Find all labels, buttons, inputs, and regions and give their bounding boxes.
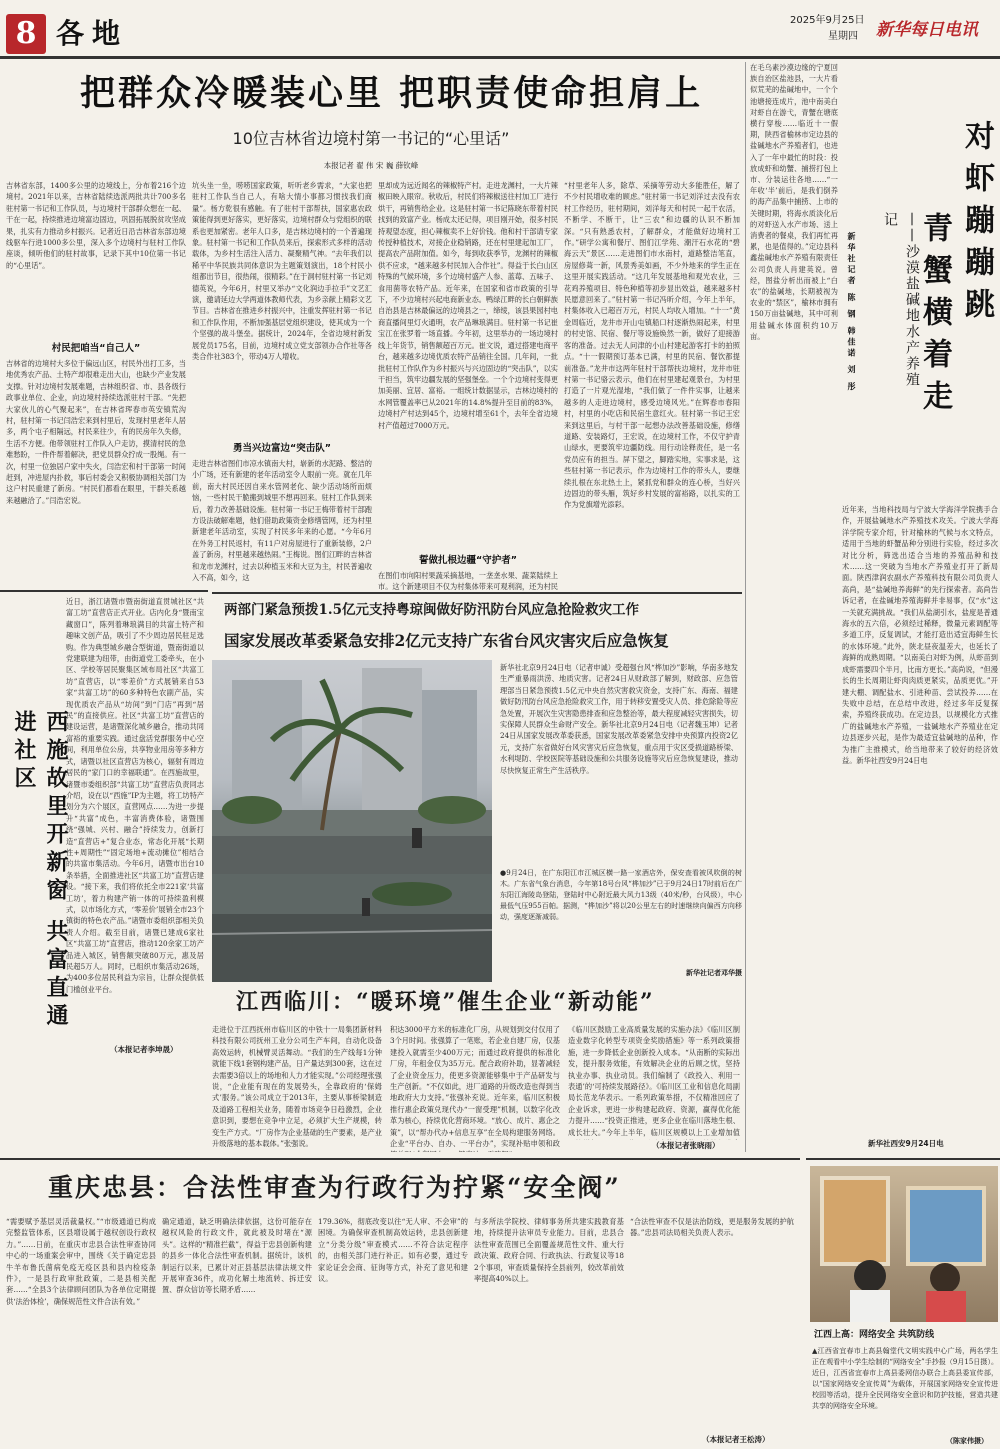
body-text: 新华社北京9月24日电（记者申诚）受超强台风“桦加沙”影响，华南多地发生严重暴雨洪涝、地质灾害。记者24日从财政部了解到，财政部、应急管理部当日紧急预拨1.5亿元中央自然灾害救灾资金，支持广东、海南、福建做好防汛防台风应急抢险救灾工作，用于转移安置受灾人员、排危除险等应急处置，开展次生灾害隐患排查和应急整治等，最大程度减轻灾害损失，切实保障人民群众生命财产安全。新华社北京9月24日电（记者魏玉坤）记者24日从国家发展改革委获悉，国家发展改革委紧急安排中央预算内投资2亿元，支持广东省做好台风灾害灾后应急恢复，重点用于灾区受损道路桥梁、水利堤防、学校医院等基础设施和公共服务设施等灾后应急恢复建设，推动尽快恢复正常生产生活秩序。 <box>500 663 738 775</box>
article-jilin-byline: 本报记者 翟 伟 宋 巍 薛钦峰 <box>323 161 419 170</box>
article-shrimp-byline: 新华社记者 陈 钢 韩佳诺 刘 彤 <box>847 232 856 393</box>
article-typhoon <box>212 592 742 874</box>
body-text: 走进吉林省图们市凉水镇南大村，崭新的水泥路、整洁的小广场，还有新建的老年活动室令人眼前一亮。就在几年前，南大村民还因自来水管网老化、缺少活动场所而烦恼，一些村民干脆搬到城里不想再回来。驻村工作队到来后，着力改善基础设施。驻村第一书记王梅带着村干部跑方设法破解难题，他们借助政策资金修缮管网，还为村里新建老年活动室，实现了村民多年来的心愿。“今年6月在外务工村民返村，有11户对房屋进行了重新装修，2户盖了新房，村里越来越热闹。”王梅说。图们江畔的吉林省和龙市龙渊村，过去以种植玉米和大豆为主，村民普遍收入不高，如今，这 <box>192 459 372 583</box>
article-jilin-col2 <box>192 180 372 588</box>
body-text: 里却成为远近闻名的辣椒特产村。走进龙渊村，一大片辣椒田映入眼帘。秋收后，村民们将辣椒送往村加工厂进行烘干，再销售给企业。这是驻村第一书记陈晓东带着村民找到的致富产业。杨成太还记得，项目刚开始，很多村民持观望态度，担心辣椒卖不上好价钱。他和村干部请专家传授种植技术，对接企业稳销路，还在村里建起加工厂，提高农产品附加值。如今，每到收获季节，龙渊村的辣椒供不应求，“越来越多村民加入合作社”。得益于长白山区特殊的气候环境，多个边境村盛产人参、蓝莓、五味子、食用菌等农特产品。近年来，在国家和省市政策的引导下，不少边境村兴起电商新业态。鸭绿江畔的长白朝鲜族自治县是吉林最偏远的边境县之一，缔绫，该县果园村电商直播间里灯火通明，农产品琳琅满目。驻村第一书记崔宝江在张罗着一场直播。今年初，这里举办的一场边境村线上年货节，销售额超百万元。崔文说，通过搭建电商平台，越来越多边境优质农特产品销往全国。几年间，一批批驻村工作队作为乡村振兴与兴边固边的“突击队”，以实干担当，筑牢边疆发展的坚强堡垒。一个个边境村变得更加美丽、宜居、富裕。一组统计数据显示，吉林边境村的水网管覆盖率已从2021年的14.8%提升至目前的83%，边境村产村达到45个，边境村增至61个，去年全省边境村产值超过7000万元。 <box>378 181 558 430</box>
body-text: 坑头坐一坐，唠唠国家政策，听听老乡需求，“大家也把驻村工作队当自己人，有啥大情小事都习惯找我们商量”。杨方乾很有感触。有了驻村干部帮扶，国家惠农政策能得到更好落实，更好落实，边境村群众与党组织的联系也更加紧密。老年人口多，是吉林边境村的一个普遍现象。驻村第一书记和工作队员来后，探索形式多样的活动载体，为乡村生活注入活力、凝聚精气神。“去年我们以稀平中华民族共同体意识为主题策划演出，18个村民小组都出节目，很热闹，很精彩。”在于洞村驻村第一书记刘德英说，今年6月，村里又举办“文化润边手拉手”文艺汇演，邀请延边大学两道体教师代表，为乡亲献上精彩文艺节目。吉林省在推进乡村振兴中，注重发挥驻村第一书记和工作队作用，不断加强基层党组织建设，使其成为一个个坚强的战斗堡垒。据统计，2024年，全省边境村新发展党员175名，目前，边境村成立党支部领办合作社等各类合作社383个，带动4万人增收。 <box>192 181 372 362</box>
article-jilin-col4 <box>564 180 740 588</box>
issue-date: 2025年9月25日 <box>790 15 865 26</box>
article-linchuan <box>212 986 742 1154</box>
article-typhoon-title-line2: 国家发展改革委紧急安排2亿元支持广东省台风灾害灾后应急恢复 <box>224 631 669 650</box>
article-zhongxian <box>0 1158 800 1449</box>
typhoon-photo-lower <box>212 874 492 982</box>
body-text: 确定通道，缺乏明确法律依据，这份可能存在越权风险的行政文件，就此被及时堵在“源头”。这样的“精准拦截”，得益于忠县创新构建的县乡一体化合法性审查机制。据统计，该机制运行以来，已累计对正县基层法律法规文件开展审查36件，成功化解土地流转、拆迁安置、群众信访等长期矛盾…… <box>162 1217 312 1295</box>
paper-name: 新华每日电讯 <box>876 20 978 40</box>
article-jilin-title: 把群众冷暖装心里 把职责使命担肩上 <box>80 73 704 114</box>
page-number-badge <box>6 14 46 54</box>
body-text: 吉林省的边境村大多位于偏远山区，村民外出打工多，当地优秀农产品、土特产却很难走出大山，也缺少产业发展支撑。针对边境村发展难题，吉林组织省、市、县各级行政事业单位、企业，向边境村持续选派驻村干部。“先把大家伙儿的心气聚起来”，在吉林省珲春市英安镇荒沟村，驻村第一书记闫浩宏来到村里后，发现村里老年人居多，两个屯子相隔远，村民来往少，有的民房年久失修，生活不方便。他带领驻村工作队入户走访，摸清村民的急难愁盼，一件件帮着解决，把党员群众拧成一股绳。有一次，村里一位独居户家中失火，闫浩宏和村干部第一时间赶到，冲进屋内扑救，事后村委会又积极协调相关部门为这户村民重建了新房。“村民们都看在眼里，干群关系越来越融洽了。”闫浩宏说。 <box>6 359 186 505</box>
issue-weekday: 星期四 <box>828 31 858 42</box>
body-text: “合法性审查不仅是法治防线，更是服务发展的护航器。”忠县司法局相关负责人表示。 <box>630 1217 794 1238</box>
typhoon-photo-scene <box>212 660 492 876</box>
section-name: 各地 <box>56 17 129 50</box>
body-text: 在毛乌素沙漠边缘的宁夏回族自治区盐池县，一大片看似荒芜的盐碱地中，一个个池塘接连成片，池中南美白对虾自在游弋，青蟹在塘底横行穿梭……临近十一假期，陕西省榆林市定边县的盐碱地水产养殖者们，也进入了一年中最忙的时段：投放成虾和幼蟹、捕捞打包上市、分装运往各地……“一年收‘半’前后，是我们倒养的海产品集中捕捞、上市的关键时期，将海水质淡化后的对虾送入水产市场、送上消费者的餐桌，我们再忙再累，也是值得的。”定边县科鑫盐碱地水产养殖有限责任公司负责人肖建英说。曾经，图盐分析出而被上“白农”的盐碱地，长期被视为农业的“禁区”，榆林市拥有150万亩盐碱地，其中可利用盐碱水体面积约10万亩。 <box>750 63 838 341</box>
body-text: 吉林省东部，1400多公里的边境线上，分布着216个边境村。2021年以来，吉林省陆续选派两批共计700多名驻村第一书记和工作队员，与边境村干部群众想在一起、干在一起，持续推进边境富边固边，巩固拓展脱贫攻坚成果，扎实有力推动乡村振兴。记者近日沿吉林省东部边境线驱车行进1000多公里，深入多个边境村与驻村工作队座谈，倾听他们的驻村故事，记录下其中10位第一书记的“心里话”。 <box>6 181 186 270</box>
article-zhuji <box>0 590 208 1062</box>
article-typhoon-title-line1: 两部门紧急预拨1.5亿元支持粤琼闽做好防汛防台风应急抢险救灾工作 <box>224 602 639 618</box>
typhoon-photo-street <box>212 874 492 982</box>
photo-credit: （陈家伟摄） <box>946 1437 988 1445</box>
shanggao-photo <box>810 1166 998 1322</box>
page-header <box>0 0 1000 60</box>
body-text: 在图们市向阳村果蔬采摘基地，一垄垄水果、蔬菜陆续上市。这个新建项目不仅为村集体带来可观利润，还为村民 <box>378 571 558 592</box>
body-text: 走进位于江西抚州市临川区的中铁十一局集团新材料科技有限公司抚州工业分公司生产车间，自动化设备高效运转，机械臂灵活舞动。“我们的生产线每1分钟就能下线1套钢构建产品，日产量达到300套，这在过去需要3倍以上的场地和人力才能实现。”公司经理张强说，“企业能有现在的发展势头，全靠政府的‘保姆式’服务。”该公司成立于2013年，主要从事桥梁制造及道路工程相关业务，随着市场竞争日趋激烈，企业意识到，要想在竞争中立足，必须扩大生产规模，转变生产方式。“厂房作为企业基础的生产要素，是产业升级落地的基本载体。”张强说。 <box>212 1025 382 1149</box>
body-text: 《临川区鼓励工业高质量发展的实施办法》《临川区制造业数字化转型专项资金奖励措施》等一系列政策措施，进一步降低企业创新投入成本。“从南断的实际出发，提升服务效能，有效解决企业的后顾之忧，坚持执业办事、执业动员。我们编制了《政投入、利用一表通’的‘可持续发展路径》。《临川区工业和信息化局副局长范龙华表示。一系列政策举措，不仅精准回应了企业诉求，更进一步构建起政府、资源，赢得优化能力提升……“投资正推进，更多企业在临川落地生根、成长壮大。”今年上半年，临川区规模以上工业增加值 <box>568 1025 740 1137</box>
photo-credit: 新华社记者邓华摄 <box>686 969 742 977</box>
article-shrimp-dateline: 新华社西安9月24日电 <box>868 1139 944 1148</box>
section-heading: 勇当兴边富边“突击队” <box>233 443 331 454</box>
article-jilin-subtitle: 10位吉林省边境村第一书记的“心里话” <box>232 129 510 148</box>
article-shrimp-subtitle: ——沙漠盐碱地水产养殖记 <box>882 212 920 388</box>
body-text: 积达3000平方米的标准化厂房，从规划到交付仅用了3个月时间。张强算了一笔账，若企业自建厂房，仅基建投入就需至少400万元；而通过政府提供的标准化厂房，年租金仅为35万元。配合政府补助，显著减轻了企业资金压力，使更多资源能够集中于产品研发与生产创新。“不仅如此，进厂道路的升级改造也得到当地政府大力支持。”张强补充说。近年来，临川区积极推行惠企政策兑现代办“一窗受理”机制，以数字化改革为核心，持续优化营商环境。“放心、成片、惠企之策”，以“帮办代办+信息互享”在全局构建服务网络。企业“平台办、自办、一平台办”，实现补贴申领和政 <box>390 1025 560 1149</box>
body-text: “需要赋予基层灵活裁量权。”“市级通道已构成完整监管体系，区县增设属于越权创设行政权力。”……日前，在重庆市忠县合法性审查协同中心的一场重案会审中，围绕《关于确定忠县牛羊布鲁氏菌病免疫无疫区县和县内检疫条件》，一是县行政审批政策，二是县相关配套……“全县3个法律顾问团队为各单位定期提供‘法治体检’，确保规范性文件合法有效。” <box>6 1217 156 1306</box>
page-number: 8 <box>15 16 37 51</box>
shanggao-photo-scene <box>810 1166 998 1322</box>
article-shrimp <box>745 62 1000 1152</box>
shanggao-caption-title: 江西上高：网络安全 共筑防线 <box>814 1330 935 1340</box>
section-heading: 誓做扎根边疆“守护者” <box>419 555 517 566</box>
body-text: 与多所法学院校、律师事务所共建实践教育基地，持续提升法审员专业能力。目前，忠县合法性审查范围已全面覆盖规范性文件、重大行政决策、政府合同、行政执法、行政复议等182个事项，审查质量保持全县前列，较改革前效率提高40%以上。 <box>474 1217 624 1284</box>
body-text: 近日，浙江诸暨市暨南街道直贯城社区“共富工坊”直营店正式开业。店内化身“暨南宝藏窗口”，陈列着琳琅满目的共富土特产和趣味文创产品，吸引了不少周边居民驻足选购。作为典型城乡融合型街道，暨南街道以党建联建为纽带，由街道党工委牵头，在小区、学校等居民聚集区域布局社区“共富工坊”直营店，以“零差价”方式展销来自53家“共富工坊”的60多种特色农副产品，实现优质农产品从“坊间”到“门店”再到“居民”的直接供应。社区“共富工坊”直营店的建设运营，是诸暨深化城乡融合，推动共同富裕的重要实践。通过盘活党群服务中心空间，利用单位公房，共享物业用房等多种方式，诸暨以社区直营店为核心，辐射有周边居民的“家门口的幸福联通”。在西施故里，诸暨市委组织部“共富工坊”直营店负责同志介绍，设在以“西施”IP为主题，将工坊特产划分为六个展区，直营网点……为进一步提升“共富”成色，丰富消费体验，诸暨围绕“强城、兴村、融合”持续发力，创新打造“直营店+”复合业态，常态化开展“长期性+周期性”“固定场地+流动摊位”相结合的共富市集活动。今年6月，诸暨市出台10条举措，全面推进社区“共富工坊”直营店建设。“接下来，我们将依托全市221家‘共富工坊’，着力构建产销一体的可持续盈利模式，以市场化方式，‘零差价’展销全市23个镇街的特色农产品。”诸暨市委组织部相关负责人介绍。截至目前，诸暨已建成6家社区“共富工坊”直营店，推动120余家工坊产品进入城区，销售额突破80万元，惠及居民超5万人。同时，已组织市集活动26场，为400多位居民利益为宗旨，让群众提供低门槛创业平台。 <box>66 597 204 994</box>
typhoon-photo <box>212 660 492 876</box>
photo-caption: ▲江西省宜春市上高县翰堂代文明实践中心广场，两名学生正在观看中小学生绘制的“网络安全”手抄报（9月15日摄）。近日，江西省宜春市上高县委网信办联合上高县委宣传部，以“国家网络安全宣传周”为载体，开展国家网络安全宣传进校园等活动，提升全民网络安全意识和防护技能，营造共建共享的网络安全环境。 <box>812 1347 998 1410</box>
body-text: 近年来，当地科技局与宁波大学海洋学院携手合作，开展盐碱地水产养殖技术攻关。宁波大学海洋学院专家介绍，针对榆林的气候与水文特点，适用于当地的虾蟹品种分别进行实验，经过多次对比分析，筛选出适合当地的养殖品种和技术……这一突破为当地水产养殖业打开了新局面。陕西津润农副水产养殖科技有限公司负责人高尚，是“盐碱地养海鲜”的先行探索者。高尚告诉记者，在盐碱地养殖海鲜并非易事，仅“水”这一关就充满挑战。“我们从盐湖引水，盐度是普通海水的五六倍，必须经过稀释，微量元素调配等多道工序，反复调试，才能打造出适宜海鲜生长的水体环境。”此外，陕北昼夜温差大，也延长了海鲜的成熟周期。“以南美白对虾为例，从虾苗到成虾需要四个半月，比南方更长。”高尚说，“但漫长的生长周期让虾肉肉质更紧实，品质更优。”开建大棚、调配盐水、引进种苗、尝试投养……在失败中总结，在总结中改进，经过多年反复探索，养殖终获成功。在定边县，以规模化方式推广的盐碱地水产养殖，一盐碱地水产养殖业在定边县逐步兴起，是作为最适宜盐碱地的品种，作为推广主推模式，给当地带来了较好的经济效益。新华社西安9月24日电 <box>842 505 998 765</box>
article-zhongxian-title: 重庆忠县：合法性审查为行政行为拧紧“安全阀” <box>48 1173 621 1202</box>
article-shanggao <box>806 1158 1000 1449</box>
typhoon-caption-box <box>500 868 742 982</box>
article-jilin-col3 <box>378 180 558 592</box>
section-heading: 村民把咱当“自己人” <box>51 343 141 354</box>
photo-caption: ●9月24日，在广东阳江市江城区横一路一家酒店外，保安查看被风吹倒的树木。广东省气象台消息，今年第18号台风“桦加沙”已于9月24日17时前后在广东阳江海陵岛登陆，登陆时中心附近最大风力13级（40米/秒，台风级），中心最低气压955百帕。据测，“桦加沙”将以20公里左右的时速继续向偏西方向移动，强度逐渐减弱。 <box>500 869 742 921</box>
article-linchuan-byline: （本报记者张晓雨） <box>652 1141 720 1150</box>
article-zhuji-byline: （本报记者李坤晟） <box>110 1045 178 1054</box>
article-linchuan-title: 江西临川：“暖环境”催生企业“新动能” <box>236 989 655 1015</box>
body-text: “村里老年人多，除草、采摘等劳动大多能胜任，解了不少村民增收难的顾虑。”驻村第一书记刘洋过去没有农村工作经历，驻村期间，刘洋每天和村民一起干农活，不断学、不断干，让“三农”和边疆的认识不断加深。“只有熟悉农村，了解群众，才能做好边境村工作。”研学公寓和餐厅、图们江学苑、潮汗石水花的“碧海云天”景区……走进图们市水南村，道路整洁笔直，房屋修葺一新，风景秀美如画，不少外地来的学生正在这里开展实践活动。“这几年发展基地和观光农业，三花鸡养殖项目、特色种植等初步显出效益，越来越多村民愿意回来了。”驻村第一书记冯昕介绍，今年上半年，村集体收入已超百万元，村民人均收入增加。“十一”黄金周临近，龙井市开山屯镇船口村逐渐热闹起来，村里的村史馆、民宿、餐厅等设施焕然一新，做好了迎接游客的准备。过去无人问津的小山村建起游客打卡的拍照点。“十一假期预订基本已满，村里的民宿、餐饮都提前准备。”龙井市这两年驻村干部帮扶边境村，龙井市驻村第一书记骆云表示，他们在村里建起观景台，为村里打造了一片观光湿地，“我们做了一件件实事，让越来越多的人走进边境村，感受边境风光。”在辉春市春阳村，村里的小吃店和民宿生意红火。驻村第一书记王宏来到这里后，与村干部一起想办法改善基础设施，修缮道路、安装路灯，王宏说，在边境村工作，不仅守护青山绿水，更要筑牢边疆防线。用行动诠释责任，是一名党员应有的担当。屏下望之，脚踏实地，实事求是，这些驻村第一书记表示，作为边境村工作的带头人，要继续扎根在东北热土上，紧抓党和群众的连心桥，当好兴边固边的带头雁，筑好乡村发展的富裕路，以扎实的工作为党旗增光添彩。 <box>564 181 740 510</box>
article-jilin-col1 <box>6 180 186 588</box>
article-shrimp-title-line2: 青蟹横着走 <box>917 212 952 422</box>
article-jilin <box>0 62 742 592</box>
article-zhuji-title: 西施故里开新窗 共富直通进社区 <box>11 710 69 1032</box>
article-shrimp-title-line1: 对虾蹦蹦跳 <box>959 120 994 330</box>
article-zhongxian-byline: （本报记者王松涛） <box>702 1435 770 1444</box>
header-rule <box>0 56 1000 59</box>
body-text: 179.36%，彻底改变以往“无人审、不会审”的困境。为确保审查机制高效运转，忠县创新建立“分类分级”审查模式……不符合法定程序的，由相关部门进行补正。如有必要，通过专家论证会会商、征询等方式，补充了意见和建议。 <box>318 1217 468 1284</box>
